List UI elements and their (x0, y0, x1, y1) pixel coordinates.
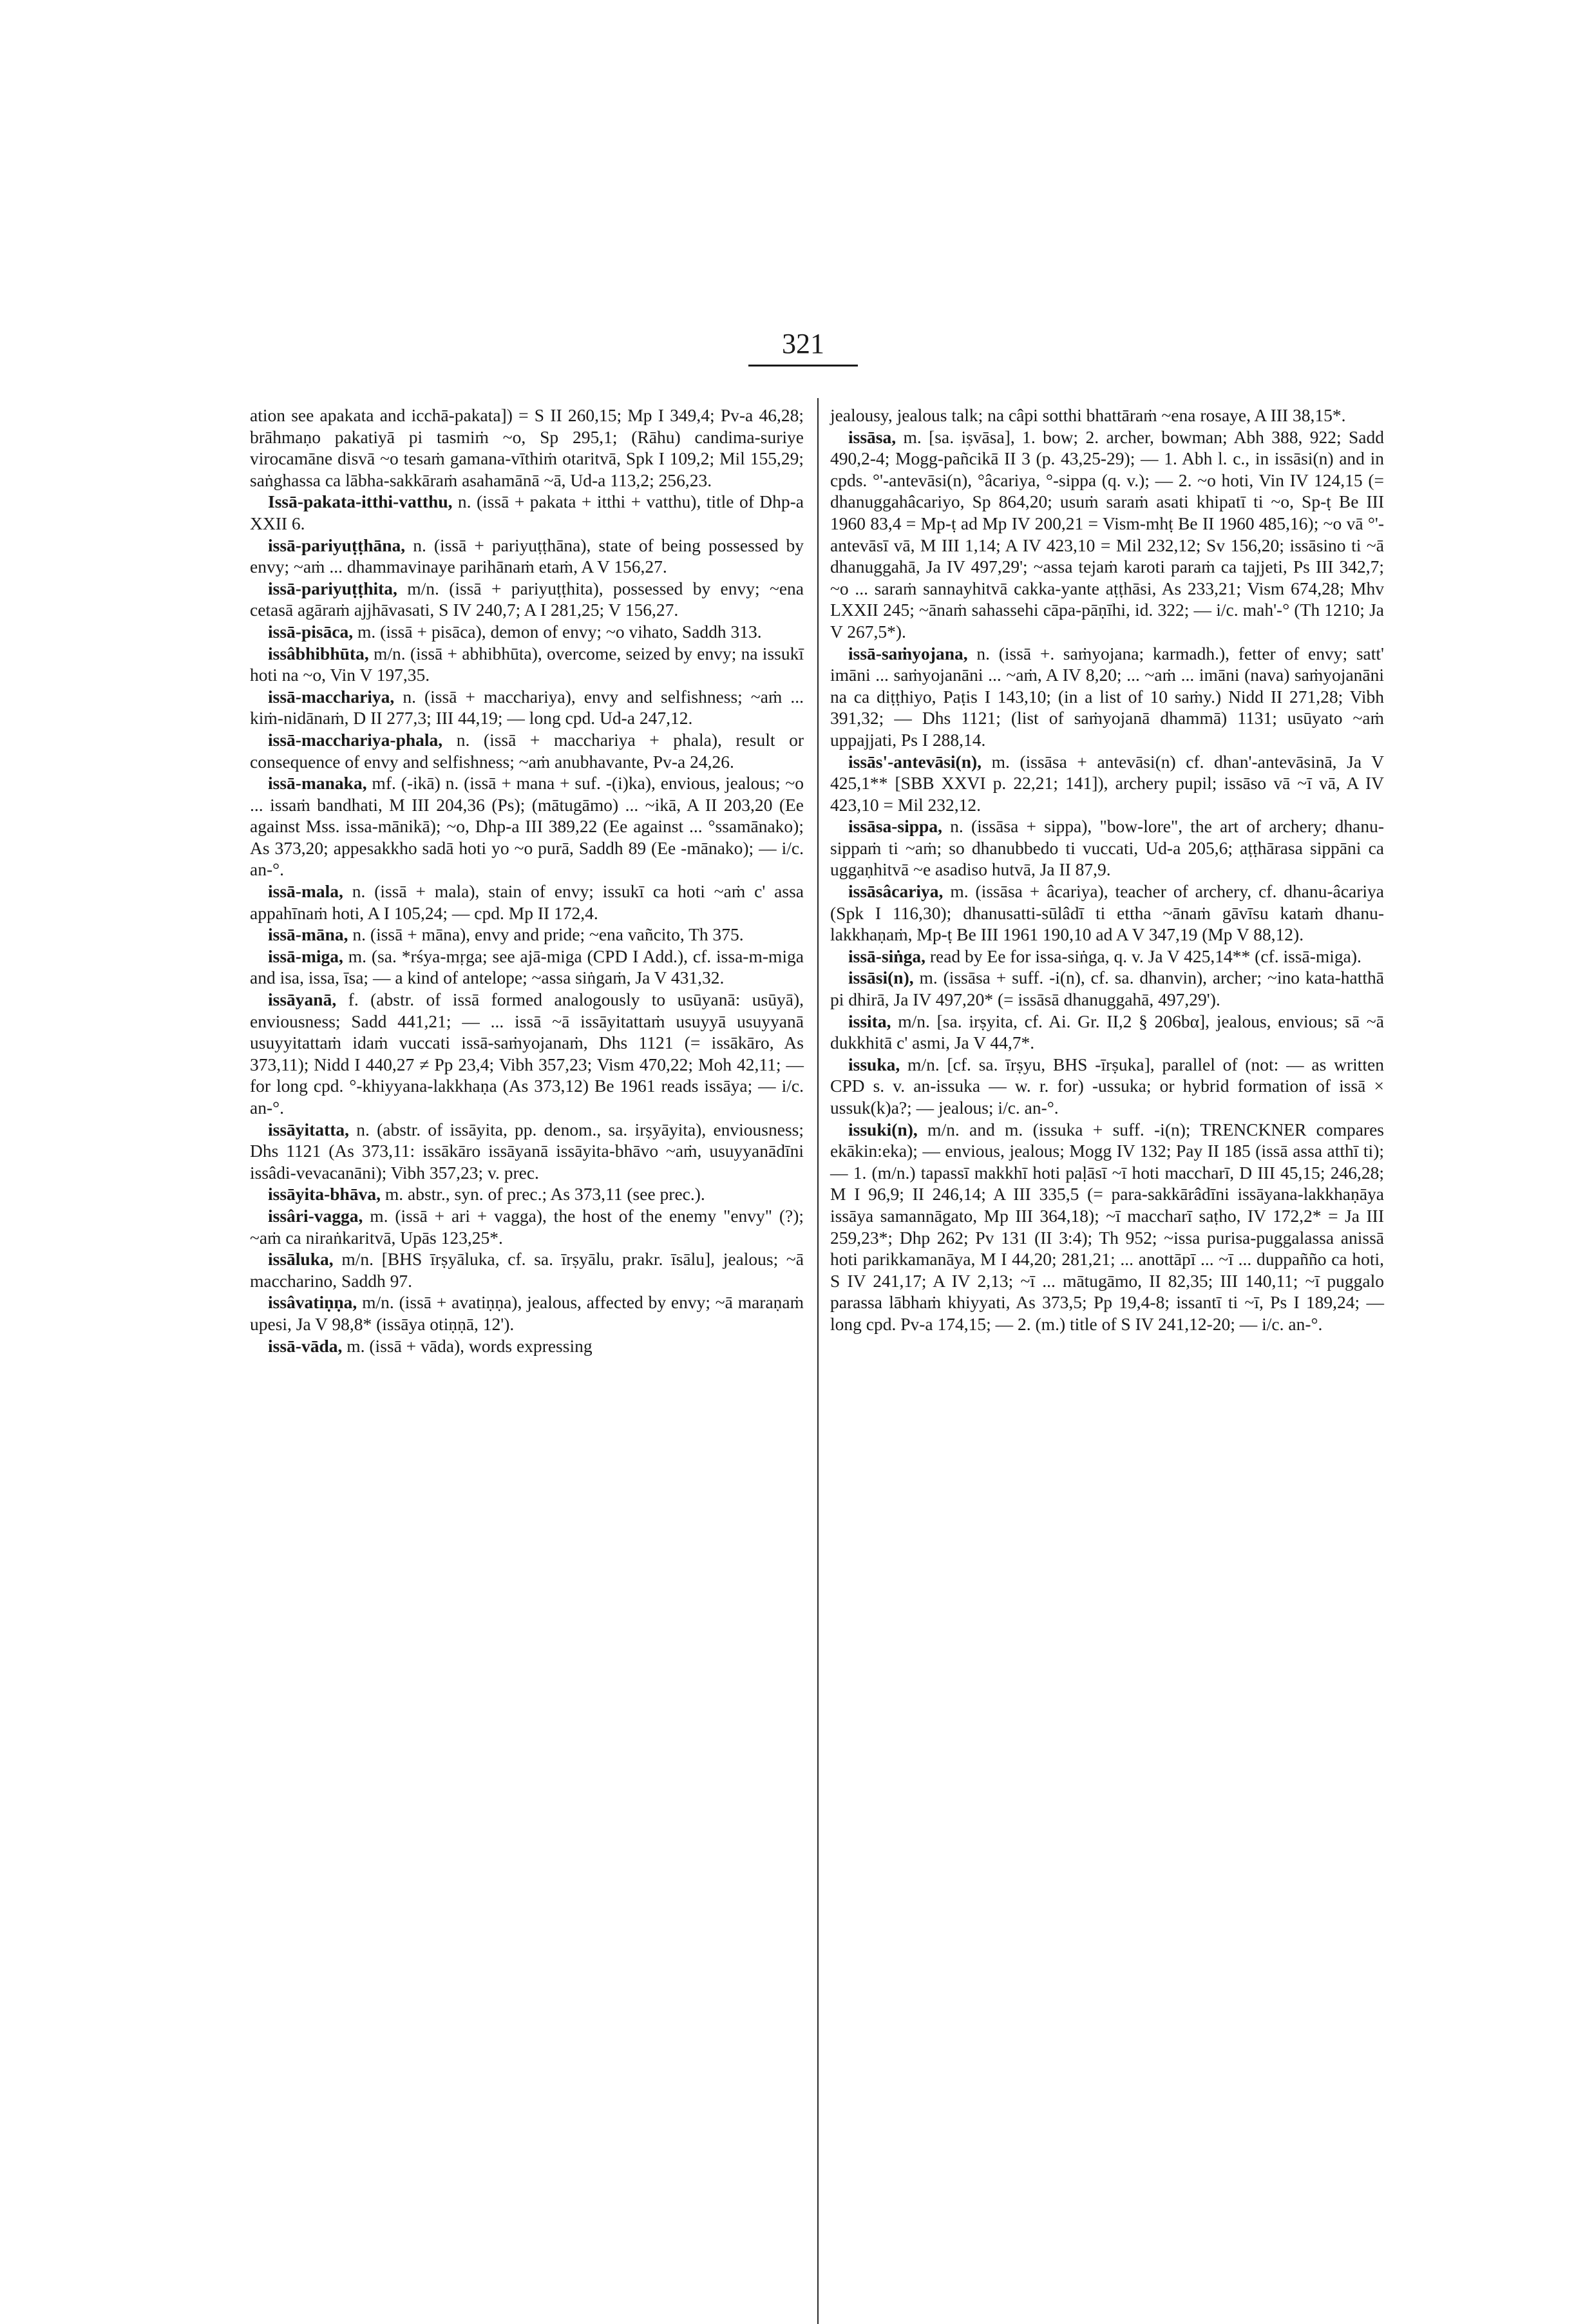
column-divider (817, 398, 819, 2324)
dictionary-entry (250, 491, 804, 534)
entry-text: n. (issāsa + sippa), "bow-lore", the art of archery; dhanu-sippaṁ ti ~aṁ; so dhanubbedo ti vuccati, Ud-a 205,6; aṭṭhārasa sippāni ca uggaṇhitvā ~e asadiso hutvā, Ja II 87,9. (830, 816, 1384, 880)
dictionary-entry (830, 946, 1384, 967)
dictionary-entry (250, 989, 804, 1119)
dictionary-entry (250, 686, 804, 729)
right-column (830, 405, 1384, 1335)
entry-text: m/n. and m. (issuka + suff. -i(n); TRENCKNER compares ekākin:eka); — envious, jealous; Mogg IV 132; Pay II 185 (issā assa atthī ti); — 1. (m/n.) tapassī makkhī hoti paḷāsī ~ī hoti maccharī, D III 45,15; 246,28; M I 96,9; II 246,14; A III 335,5 (= para-sakkārâdīni issāyana-lakkhaṇāya issāya samannāgato, Mp III 364,18); ~ī maccharī saṭho, IV 172,2* = Ja III 259,23*; Dhp 262; Pv 131 (II 3:4); Th 952; ~issa purisa-puggalassa anissā hoti parikkamanāya, M I 44,20; 281,21; ... anottāpī ... ~ī ... duppañño ca hoti, S IV 241,17; A IV 2,13; ~ī ... mātugāmo, II 82,35; III 140,11; ~ī puggalo parassa lābhaṁ khiyyati, As 373,5; Pp 19,4-8; issantī ti ~ī, Ps I 189,24; — long cpd. Pv-a 174,15; — 2. (m.) title of S IV 241,12-20; — i/c. an-°. (830, 1119, 1384, 1334)
entry-headword: Issā-pakata-itthi-vatthu, (268, 491, 453, 512)
dictionary-entry (250, 946, 804, 989)
entry-text: m/n. (issā + pariyuṭṭhita), possessed by envy; ~ena cetasā agāraṁ ajjhāvasati, S IV 240,7; A I 281,25; V 156,27. (250, 578, 804, 620)
entry-headword: issā-vāda, (268, 1335, 343, 1356)
entry-text: n. (issā + macchariya), envy and selfishness; ~aṁ ... kiṁ-nidānaṁ, D II 277,3; III 44,19; — long cpd. Ud-a 247,12. (250, 686, 804, 729)
entry-text: m/n. [cf. sa. īrṣyu, BHS -īrṣuka], parallel of (not: — as written CPD s. v. an-issuka — w. r. for) -ussuka; or hybrid formation of issā × ussuk(k)a?; — jealous; i/c. an-°. (830, 1054, 1384, 1118)
entry-text: m. (issāsa + suff. -i(n), cf. sa. dhanvin), archer; ~ino kata-hatthā pi dhirā, Ja IV 497,20* (= issāsā dhanuggahā, 497,29'). (830, 967, 1384, 1010)
dictionary-entry (250, 621, 804, 643)
dictionary-entry (830, 1011, 1384, 1054)
dictionary-entry (250, 772, 804, 881)
entry-headword: issāyanā, (268, 989, 337, 1010)
entry-text: ation see apakata and icchā-pakata]) = S II 260,15; Mp I 349,4; Pv-a 46,28; brāhmaṇo pakatiyā pi tasmiṁ ~o, Sp 295,1; (Rāhu) candima-suriye virocamāne disvā ~o tesaṁ gamana-vīthiṁ otaritvā, Spk I 109,2; Mil 155,29; saṅghassa ca lābha-sakkāraṁ asahamānā ~ā, Ud-a 113,2; 256,23. (250, 405, 804, 490)
entry-headword: issā-manaka, (268, 773, 367, 794)
dictionary-entry (250, 881, 804, 924)
entry-headword: issā-macchariya-phala, (268, 729, 443, 750)
entry-headword: issuka, (848, 1054, 900, 1074)
dictionary-entry (250, 405, 804, 491)
dictionary-entry (250, 578, 804, 621)
entry-headword: issās'-antevāsi(n), (848, 751, 982, 772)
entry-headword: issā-miga, (268, 946, 343, 966)
entry-text: mf. (-ikā) n. (issā + mana + suf. -(i)ka), envious, jealous; ~o ... issaṁ bandhati, M III 204,36 (Ps); (mātugāmo) ... ~ikā, A II 203,20 (Ee against Mss. issa-mānikā); ~o, Dhp-a III 389,22 (Ee against ... °ssamānako); As 373,20; appesakkho sadā hoti yo ~o purā, Saddh 89 (Ee -mānako); — i/c. an-°. (250, 773, 804, 880)
left-column (250, 405, 804, 1357)
entry-text: m. (issā + pisāca), demon of envy; ~o vihato, Saddh 313. (353, 621, 762, 642)
dictionary-entry (830, 1119, 1384, 1335)
entry-headword: issāluka, (268, 1249, 334, 1270)
entry-headword: issā-saṁyojana, (848, 643, 968, 663)
dictionary-entry (830, 1054, 1384, 1119)
entry-headword: issāsâcariya, (848, 881, 944, 902)
dictionary-entry (830, 643, 1384, 751)
entry-headword: issā-mala, (268, 881, 343, 902)
entry-text: m. (issā + ari + vagga), the host of the enemy "envy" (?); ~aṁ ca niraṅkaritvā, Upās 123,25*. (250, 1205, 804, 1248)
entry-text: f. (abstr. of issā formed analogously to usūyanā: usūyā), enviousness; Sadd 441,21; — ... issā ~ā issāyitattaṁ usuyyā usuyyanā usuyyitattaṁ idaṁ vuccati issā-saṁyojanaṁ, Dhs 1121 (= issākāro, As 373,11); Nidd I 440,27 ≠ Pp 23,4; Vibh 357,23; Vism 470,22; Moh 42,11; — for long cpd. °-khiyyana-lakkhaṇa (As 373,12) Be 1961 reads issāya; — i/c. an-°. (250, 989, 804, 1118)
dictionary-entry (250, 924, 804, 946)
entry-headword: issā-pariyuṭṭhāna, (268, 535, 406, 555)
entry-text: m/n. [sa. irṣyita, cf. Ai. Gr. II,2 § 206bα], jealous, envious; sā ~ā dukkhitā c' asmi, Ja V 44,7*. (830, 1011, 1384, 1053)
entry-text: m. (issā + vāda), words expressing (342, 1335, 593, 1356)
entry-text: jealousy, jealous talk; na câpi sotthi bhattāraṁ ~ena rosaye, A III 38,15*. (830, 405, 1346, 425)
dictionary-entry (250, 1248, 804, 1291)
entry-headword: issā-pariyuṭṭhita, (268, 578, 397, 598)
entry-headword: issāsa-sippa, (848, 816, 942, 837)
entry-text: n. (issā +. saṁyojana; karmadh.), fetter of envy; satt' imāni ... saṁyojanāni ... ~aṁ, A IV 8,20; ... ~aṁ ... imāni (nava) saṁyojanāni na ca diṭṭhiyo, Paṭis I 143,10; (in a list of 10 saṁy.) Nidd II 271,28; Vibh 391,32; — Dhs 1121; (list of saṁyojanā dhammā) 1131; usūyato ~aṁ uppajjati, Ps I 288,14. (830, 643, 1384, 750)
entry-text: n. (issā + pakata + itthi + vatthu), title of Dhp-a XXII 6. (250, 491, 804, 533)
entry-text: n. (issā + māna), envy and pride; ~ena vañcito, Th 375. (348, 924, 744, 945)
dictionary-entry (830, 405, 1384, 426)
page-number: 321 (748, 327, 858, 367)
entry-text: read by Ee for issa-siṅga, q. v. Ja V 425,14** (cf. issā-miga). (925, 946, 1362, 966)
entry-text: m/n. (issā + abhibhūta), overcome, seized by envy; na issukī hoti na ~o, Vin V 197,35. (250, 643, 804, 685)
entry-text: m/n. (issā + avatiṇṇa), jealous, affected by envy; ~ā maraṇaṁ upesi, Ja V 98,8* (issāya otiṇṇā, 12'). (250, 1292, 804, 1334)
entry-headword: issâri-vagga, (268, 1205, 363, 1226)
entry-text: m. [sa. iṣvāsa], 1. bow; 2. archer, bowman; Abh 388, 922; Sadd 490,2-4; Mogg-pañcikā II 3 (p. 43,25-29); — 1. Abh l. c., in issāsi(n) and in cpds. °'-antevāsi(n), °âcariya, °-sippa (q. v.); — 2. ~o hoti, Vin IV 124,15 (= dhanuggahâcariyo, Sp 864,20; usuṁ saraṁ asati khipatī ti ~o, Sp-ṭ Be III 1960 83,4 = Mp-ṭ ad Mp IV 200,21 = Vism-mhṭ Be II 1960 485,16); ~o vā °'-antevāsī vā, M III 1,14; A IV 423,10 = Mil 232,12; Sv 156,20; issāsino ti ~ā dhanuggahā, Ja IV 497,29'; ~assa tejaṁ karoti paraṁ ca tajjeti, Ps III 342,7; ~o ... saraṁ sannayhitvā cakka-yante aṭṭhāsi, As 233,21; Vism 674,28; Mhv LXXII 245; ~ānaṁ sahassehi cāpa-pāṇīhi, id. 322; — i/c. mah'-° (Th 1210; Ja V 267,5*). (830, 426, 1384, 642)
dictionary-entry (250, 1335, 804, 1357)
entry-text: n. (issā + pariyuṭṭhāna), state of being possessed by envy; ~aṁ ... dhammavinaye parihānaṁ etaṁ, A V 156,27. (250, 535, 804, 577)
dictionary-entry (830, 426, 1384, 643)
entry-text: m/n. [BHS īrṣyāluka, cf. sa. īrṣyālu, prakr. īsālu], jealous; ~ā maccharino, Saddh 97. (250, 1249, 804, 1291)
dictionary-entry (250, 1183, 804, 1205)
dictionary-entry (830, 815, 1384, 881)
entry-text: m. (sa. *rśya-mṛga; see ajā-miga (CPD I Add.), cf. issa-m-miga and isa, issa, īsa; — a kind of antelope; ~assa siṅgaṁ, Ja V 431,32. (250, 946, 804, 988)
entry-headword: issâvatiṇṇa, (268, 1292, 357, 1313)
dictionary-entry (250, 1119, 804, 1184)
entry-headword: issita, (848, 1011, 891, 1031)
dictionary-entry (250, 535, 804, 578)
entry-headword: issā-pisāca, (268, 621, 354, 642)
entry-text: n. (issā + macchariya + phala), result or consequence of envy and selfishness; ~aṁ anubhavante, Pv-a 24,26. (250, 729, 804, 772)
entry-headword: issāsi(n), (848, 967, 914, 988)
entry-headword: issā-macchariya, (268, 686, 395, 707)
entry-headword: issāyitatta, (268, 1119, 350, 1139)
entry-text: n. (issā + mala), stain of envy; issukī ca hoti ~aṁ c' assa appahīnaṁ hoti, A I 105,24; — cpd. Mp II 172,4. (250, 881, 804, 923)
dictionary-entry (830, 751, 1384, 816)
dictionary-entry (250, 643, 804, 686)
dictionary-entry (830, 967, 1384, 1010)
entry-text: m. (issāsa + âcariya), teacher of archery, cf. dhanu-âcariya (Spk I 116,30); dhanusatti-sūlâdī ti ettha ~ānaṁ gāvīsu kataṁ dhanu-lakkhaṇaṁ, Mp-ṭ Be III 1961 190,10 ad A V 347,19 (Mp V 88,12). (830, 881, 1384, 945)
entry-headword: issāyita-bhāva, (268, 1184, 381, 1205)
entry-headword: issāsa, (848, 426, 897, 447)
dictionary-entry (250, 1291, 804, 1335)
entry-headword: issā-siṅga, (848, 946, 925, 966)
entry-headword: issā-māna, (268, 924, 348, 945)
dictionary-entry (250, 729, 804, 772)
dictionary-entry (250, 1205, 804, 1248)
entry-headword: issâbhibhūta, (268, 643, 369, 663)
entry-text: m. abstr., syn. of prec.; As 373,11 (see prec.). (380, 1184, 705, 1205)
entry-text: m. (issāsa + antevāsi(n) cf. dhan'-antevāsinā, Ja V 425,1** [SBB XXVI p. 22,21; 141]), archery pupil; issāso vā ~ī vā, A IV 423,10 = Mil 232,12. (830, 751, 1384, 815)
entry-text: n. (abstr. of issāyita, pp. denom., sa. irṣyāyita), enviousness; Dhs 1121 (As 373,11: issākāro issāyanā issāyita-bhāvo ~aṁ, usuyyanādīni issâdi-vevacanāni); Vibh 357,23; v. prec. (250, 1119, 804, 1183)
dictionary-entry (830, 881, 1384, 946)
entry-headword: issuki(n), (848, 1119, 918, 1139)
